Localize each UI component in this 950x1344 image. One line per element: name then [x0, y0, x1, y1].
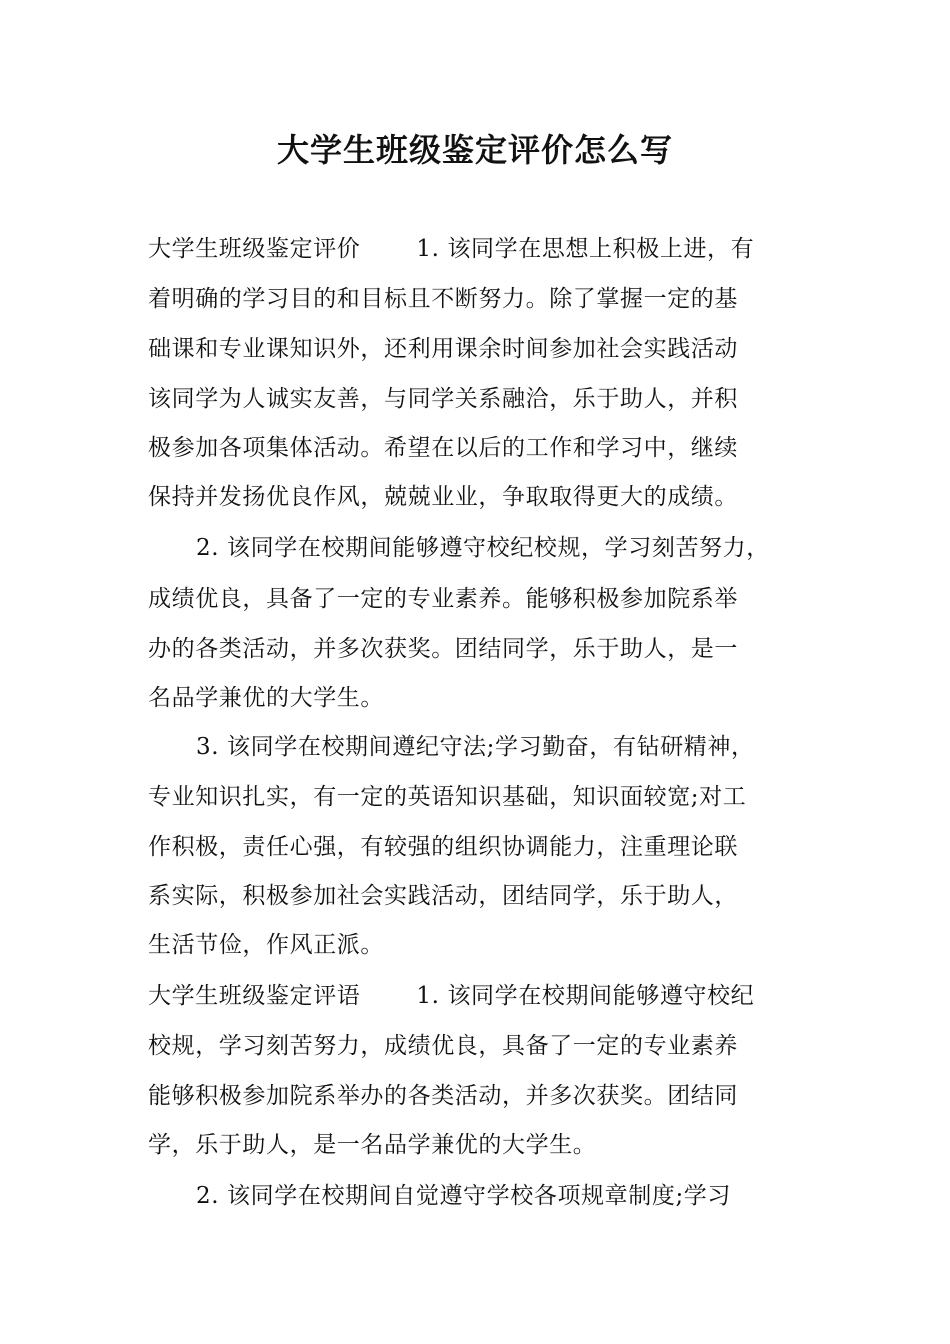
section1-line: 作积极，责任心强，有较强的组织协调能力，注重理论联: [148, 834, 738, 860]
section1-line: 1. 该同学在思想上积极上进，有: [416, 236, 755, 262]
section1-line: 名品学兼优的大学生。: [148, 685, 384, 711]
section1-line: 极参加各项集体活动。希望在以后的工作和学习中，继续: [148, 435, 738, 461]
section2-line: 能够积极参加院系举办的各类活动，并多次获奖。团结同: [148, 1083, 738, 1109]
section1-line: 础课和专业课知识外，还利用课余时间参加社会实践活动: [148, 336, 738, 362]
section1-heading: 大学生班级鉴定评价: [148, 236, 361, 262]
section1-line: 保持并发扬优良作风，兢兢业业，争取取得更大的成绩。: [148, 484, 738, 510]
page-title: 大学生班级鉴定评价怎么写: [276, 131, 673, 169]
section2-line: 1. 该同学在校期间能够遵守校纪: [416, 983, 755, 1009]
section1-line: 3. 该同学在校期间遵纪守法;学习勤奋，有钻研精神，: [196, 734, 755, 760]
section1-line: 着明确的学习目的和目标且不断努力。除了掌握一定的基: [148, 286, 738, 312]
section2-line: 2. 该同学在校期间自觉遵守学校各项规章制度;学习: [196, 1183, 732, 1209]
section1-first-line: [148, 234, 838, 264]
section1-line: 成绩优良，具备了一定的专业素养。能够积极参加院系举: [148, 586, 738, 612]
section1-line: 系实际，积极参加社会实践活动，团结同学，乐于助人，: [148, 883, 738, 909]
section1-line: 2. 该同学在校期间能够遵守校纪校规，学习刻苦努力，: [196, 535, 770, 561]
section2-line: 学，乐于助人，是一名品学兼优的大学生。: [148, 1132, 597, 1158]
section2-heading: 大学生班级鉴定评语: [148, 983, 361, 1009]
section1-line: 该同学为人诚实友善，与同学关系融洽，乐于助人，并积: [148, 386, 738, 412]
section1-line: 专业知识扎实，有一定的英语知识基础，知识面较宽;对工: [148, 784, 747, 810]
section1-line: 办的各类活动，并多次获奖。团结同学，乐于助人，是一: [148, 636, 738, 662]
section1-line: 生活节俭，作风正派。: [148, 932, 384, 958]
section2-first-line: [148, 981, 838, 1011]
section2-line: 校规，学习刻苦努力，成绩优良，具备了一定的专业素养: [148, 1033, 738, 1059]
